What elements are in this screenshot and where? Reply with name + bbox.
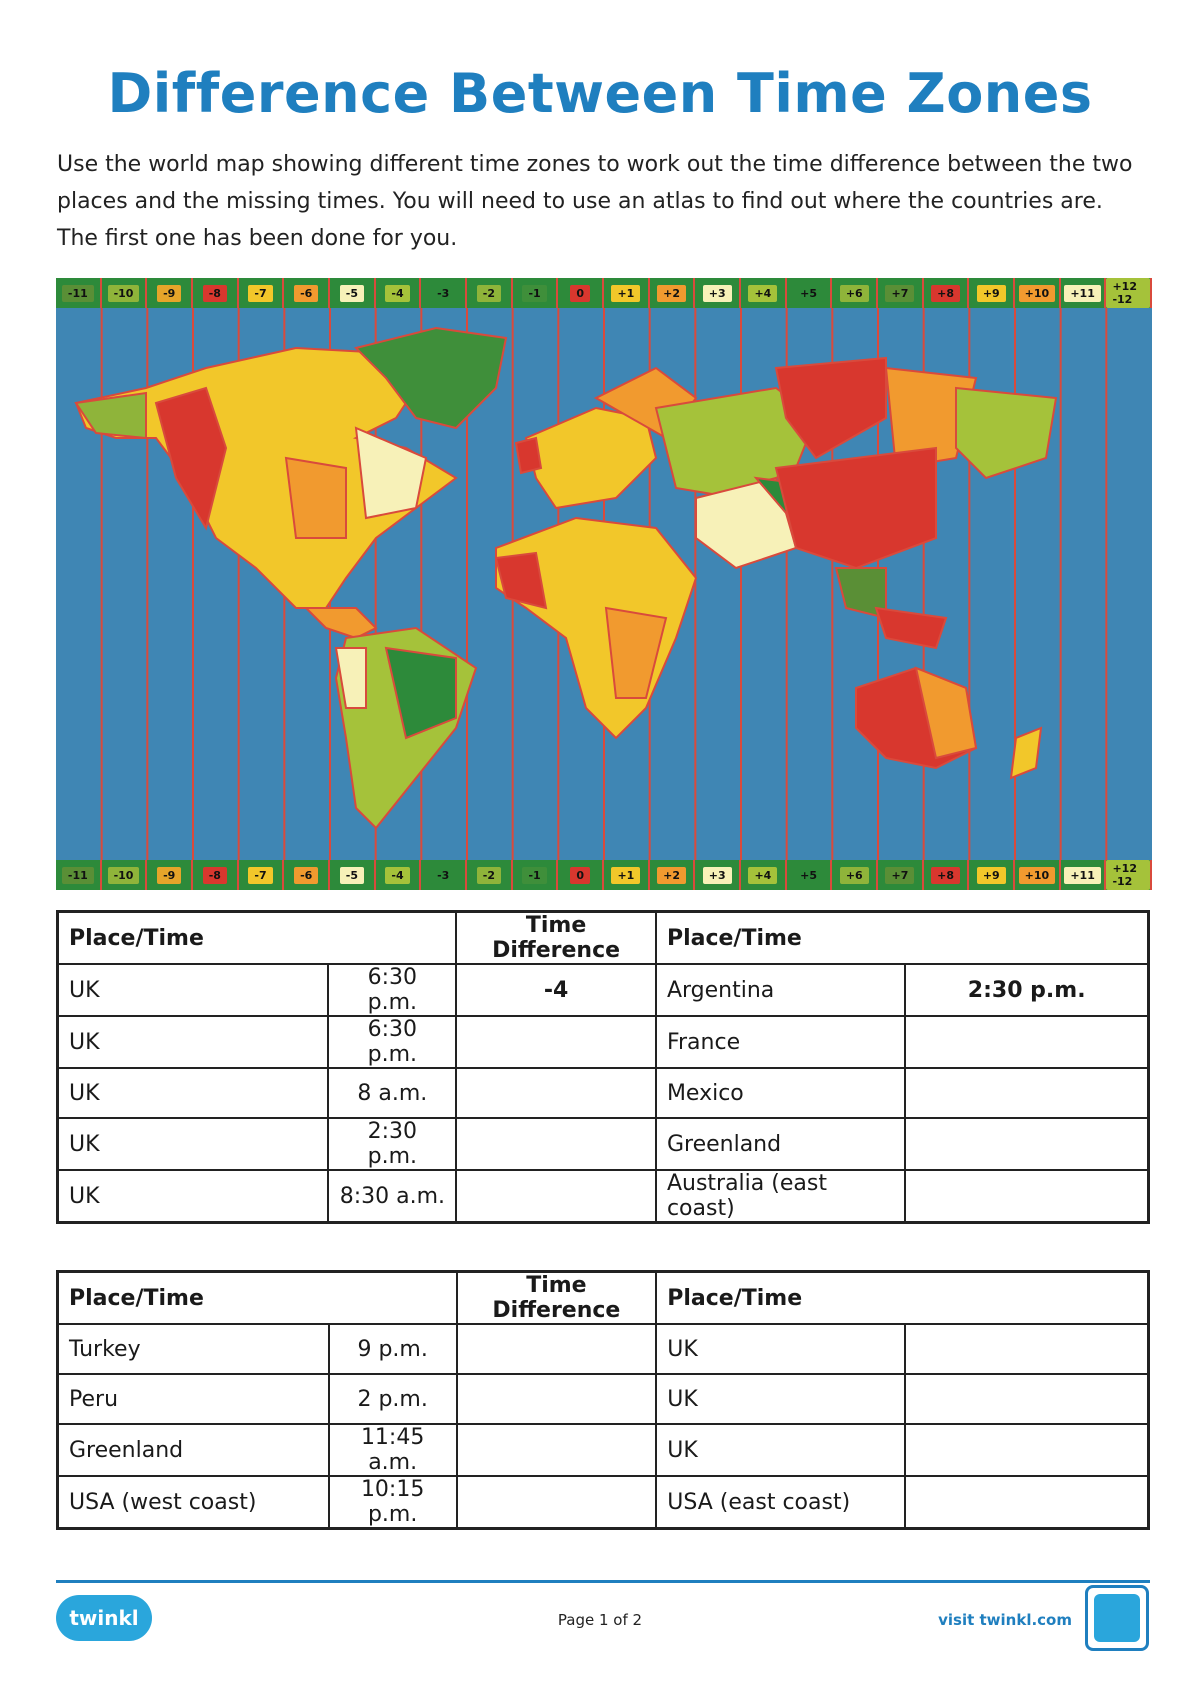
cell-place-a: UK <box>58 1170 329 1223</box>
zone-label: +12 -12 <box>1106 278 1150 308</box>
cell-difference <box>456 1170 656 1223</box>
table-header-row <box>58 1272 1149 1325</box>
zone-cell <box>1106 278 1152 308</box>
zone-cell <box>832 860 878 890</box>
zone-label: +3 <box>703 867 732 884</box>
zone-cell <box>147 278 193 308</box>
cell-place-b: Argentina <box>656 964 905 1016</box>
zone-label: -2 <box>477 867 501 884</box>
zone-label: 0 <box>570 867 590 884</box>
table-row <box>58 1170 1149 1223</box>
zone-cell <box>650 860 696 890</box>
cell-place-b: Mexico <box>656 1068 905 1118</box>
zone-label: +1 <box>611 867 640 884</box>
zone-label: +8 <box>931 867 960 884</box>
zone-cell <box>56 860 102 890</box>
zone-label: -4 <box>385 285 409 302</box>
zone-label: +7 <box>885 867 914 884</box>
zone-cell <box>787 278 833 308</box>
table-row <box>58 964 1149 1016</box>
zone-cell <box>878 278 924 308</box>
zone-cell <box>787 860 833 890</box>
zone-label: -11 <box>62 867 94 884</box>
zone-cell <box>147 860 193 890</box>
zone-cell <box>284 278 330 308</box>
cell-time-a: 2 p.m. <box>329 1374 457 1424</box>
zone-label: +4 <box>748 867 777 884</box>
zone-cell <box>695 860 741 890</box>
zone-cell <box>330 860 376 890</box>
zone-cell <box>558 278 604 308</box>
zone-label: +8 <box>931 285 960 302</box>
cell-place-a: UK <box>58 1068 329 1118</box>
zone-cell <box>1015 278 1061 308</box>
zone-label: +7 <box>885 285 914 302</box>
zone-cell <box>604 278 650 308</box>
zone-label: +10 <box>1019 285 1056 302</box>
zone-label: -5 <box>340 867 364 884</box>
zone-label: -8 <box>203 285 227 302</box>
zone-cell <box>1015 860 1061 890</box>
table-header-row <box>58 912 1149 965</box>
cell-place-a: Greenland <box>58 1424 329 1476</box>
cell-place-a: Peru <box>58 1374 329 1424</box>
cell-time-b <box>905 1118 1148 1170</box>
header-place-time-a: Place/Time <box>58 912 457 965</box>
cell-difference <box>456 1118 656 1170</box>
header-place-time-a: Place/Time <box>58 1272 457 1325</box>
zone-label: -10 <box>108 867 140 884</box>
zone-label: -7 <box>248 285 272 302</box>
table-row <box>58 1374 1149 1424</box>
zone-label: -9 <box>157 867 181 884</box>
cell-place-b: France <box>656 1016 905 1068</box>
zone-cell <box>421 860 467 890</box>
zone-label: +11 <box>1064 285 1101 302</box>
zone-label: +9 <box>977 285 1006 302</box>
world-map-graphic <box>56 308 1152 860</box>
zone-label: +1 <box>611 285 640 302</box>
cell-place-b: USA (east coast) <box>656 1476 905 1529</box>
cell-difference <box>456 1068 656 1118</box>
cell-time-b <box>905 1068 1148 1118</box>
zone-cell <box>56 278 102 308</box>
cell-difference <box>457 1324 657 1374</box>
zone-cell <box>102 860 148 890</box>
cell-place-b: Australia (east coast) <box>656 1170 905 1223</box>
zone-cell <box>924 860 970 890</box>
zone-cell <box>969 860 1015 890</box>
zone-label: -5 <box>340 285 364 302</box>
cell-time-b: 2:30 p.m. <box>905 964 1148 1016</box>
page-number: Page 1 of 2 <box>557 1611 643 1629</box>
zone-label: -1 <box>522 867 546 884</box>
zone-label: +2 <box>657 867 686 884</box>
zone-cell <box>1106 860 1152 890</box>
cell-time-b <box>905 1016 1148 1068</box>
zone-label: +5 <box>794 867 823 884</box>
zone-label: +12 -12 <box>1106 860 1150 890</box>
zone-cell <box>239 278 285 308</box>
zone-cell <box>284 860 330 890</box>
zone-label: -4 <box>385 867 409 884</box>
zone-cell <box>1061 860 1107 890</box>
zone-cell <box>467 278 513 308</box>
cell-time-a: 6:30 p.m. <box>328 964 456 1016</box>
cell-time-a: 6:30 p.m. <box>328 1016 456 1068</box>
zone-label: -3 <box>431 285 455 302</box>
zone-cell <box>239 860 285 890</box>
header-time-difference: Time Difference <box>457 1272 657 1325</box>
zone-label: +2 <box>657 285 686 302</box>
zone-cell <box>102 278 148 308</box>
zone-cell <box>330 278 376 308</box>
zone-label: +3 <box>703 285 732 302</box>
zone-cell <box>421 278 467 308</box>
zone-cell <box>193 860 239 890</box>
zone-label: -6 <box>294 285 318 302</box>
time-difference-table-1 <box>56 910 1150 1224</box>
table-row <box>58 1068 1149 1118</box>
cell-place-a: UK <box>58 1016 329 1068</box>
cell-difference: -4 <box>456 964 656 1016</box>
zone-cell <box>741 860 787 890</box>
footer-divider <box>56 1580 1150 1583</box>
zone-label: +11 <box>1064 867 1101 884</box>
zone-label: -7 <box>248 867 272 884</box>
cell-place-b: UK <box>656 1424 905 1476</box>
zone-cell <box>376 860 422 890</box>
cell-time-a: 8:30 a.m. <box>328 1170 456 1223</box>
zone-label: +5 <box>794 285 823 302</box>
zone-label: -8 <box>203 867 227 884</box>
cell-time-b <box>905 1374 1148 1424</box>
zone-cell <box>741 278 787 308</box>
zone-label: +4 <box>748 285 777 302</box>
world-time-zone-map <box>56 278 1152 890</box>
cell-difference <box>456 1016 656 1068</box>
zone-label: 0 <box>570 285 590 302</box>
zone-cell <box>558 860 604 890</box>
table-row <box>58 1016 1149 1068</box>
visit-link[interactable]: visit twinkl.com <box>938 1611 1072 1629</box>
table-row <box>58 1118 1149 1170</box>
table-row <box>58 1424 1149 1476</box>
quality-badge-icon <box>1085 1585 1149 1651</box>
zone-cell <box>604 860 650 890</box>
zone-cell <box>924 278 970 308</box>
zone-cell <box>695 278 741 308</box>
cell-difference <box>457 1424 657 1476</box>
cell-time-a: 2:30 p.m. <box>328 1118 456 1170</box>
cell-place-a: UK <box>58 1118 329 1170</box>
page-title: Difference Between Time Zones <box>107 62 1093 125</box>
cell-time-a: 8 a.m. <box>328 1068 456 1118</box>
cell-time-b <box>905 1170 1148 1223</box>
cell-time-a: 9 p.m. <box>329 1324 457 1374</box>
zone-cell <box>1061 278 1107 308</box>
time-zone-strip-top <box>56 278 1152 308</box>
zone-label: -2 <box>477 285 501 302</box>
cell-place-b: UK <box>656 1324 905 1374</box>
cell-time-b <box>905 1424 1148 1476</box>
cell-time-a: 11:45 a.m. <box>329 1424 457 1476</box>
time-zone-strip-bottom <box>56 860 1152 890</box>
table-row <box>58 1476 1149 1529</box>
zone-cell <box>832 278 878 308</box>
zone-label: +9 <box>977 867 1006 884</box>
zone-label: -11 <box>62 285 94 302</box>
zone-cell <box>513 278 559 308</box>
zone-cell <box>969 278 1015 308</box>
zone-label: +6 <box>840 867 869 884</box>
cell-place-b: Greenland <box>656 1118 905 1170</box>
twinkl-logo: twinkl <box>56 1595 152 1641</box>
zone-cell <box>513 860 559 890</box>
header-place-time-b: Place/Time <box>656 912 1149 965</box>
instructions: Use the world map showing different time zones to work out the time difference between the two places and the missing times. You will need to use an atlas to find out where the countries are. The first one has been done for you. <box>57 152 1133 251</box>
cell-place-a: Turkey <box>58 1324 329 1374</box>
cell-difference <box>457 1476 657 1529</box>
header-place-time-b: Place/Time <box>656 1272 1148 1325</box>
zone-label: -3 <box>431 867 455 884</box>
zone-cell <box>650 278 696 308</box>
header-time-difference: Time Difference <box>456 912 656 965</box>
zone-label: +6 <box>840 285 869 302</box>
table-row <box>58 1324 1149 1374</box>
zone-label: +10 <box>1019 867 1056 884</box>
cell-place-a: UK <box>58 964 329 1016</box>
cell-place-a: USA (west coast) <box>58 1476 329 1529</box>
zone-label: -10 <box>108 285 140 302</box>
time-difference-table-2 <box>56 1270 1150 1530</box>
cell-difference <box>457 1374 657 1424</box>
zone-cell <box>376 278 422 308</box>
cell-time-a: 10:15 p.m. <box>329 1476 457 1529</box>
cell-time-b <box>905 1476 1148 1529</box>
cell-place-b: UK <box>656 1374 905 1424</box>
zone-cell <box>467 860 513 890</box>
zone-label: -9 <box>157 285 181 302</box>
zone-label: -1 <box>522 285 546 302</box>
zone-cell <box>878 860 924 890</box>
zone-label: -6 <box>294 867 318 884</box>
zone-cell <box>193 278 239 308</box>
cell-time-b <box>905 1324 1148 1374</box>
